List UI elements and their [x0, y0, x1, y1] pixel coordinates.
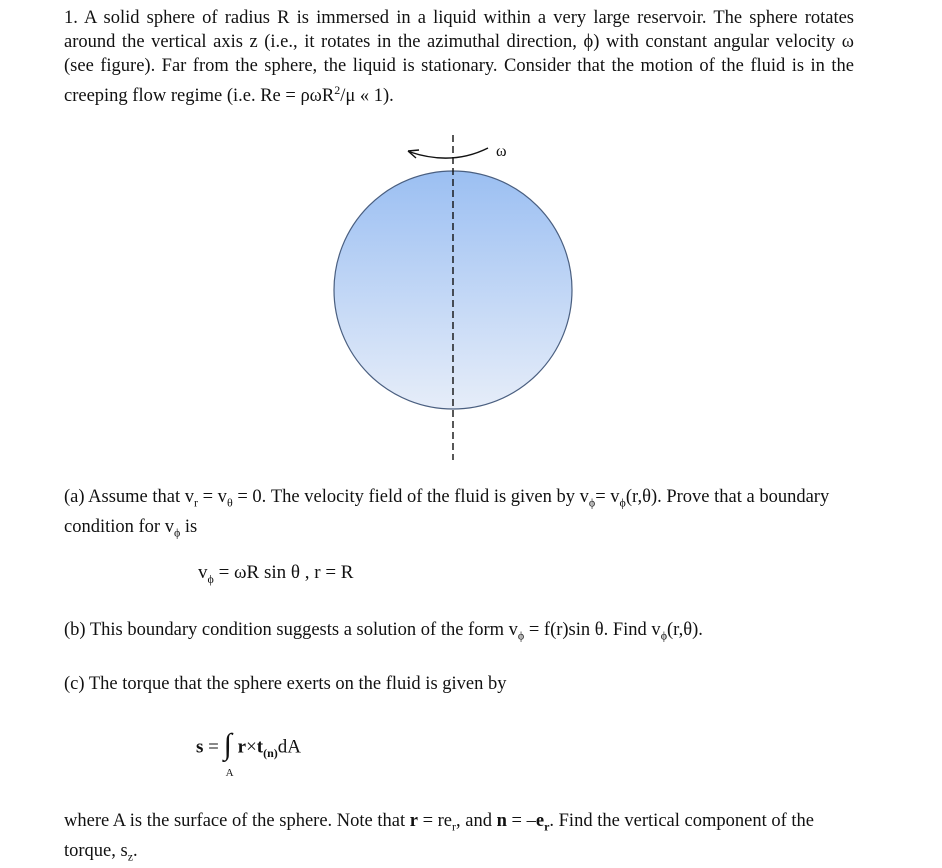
closing-text-6: . [133, 840, 138, 861]
sub-phi: ϕ [517, 628, 525, 643]
solution-form-equation [508, 620, 604, 643]
problem-statement [64, 6, 854, 108]
closing-text-4: = – [506, 811, 536, 831]
eq-dA: dA [277, 736, 302, 758]
integral-symbol [223, 728, 238, 779]
part-a-text-4: = v [595, 487, 620, 507]
eq-equals: = [203, 736, 224, 758]
bold-r: r [409, 811, 418, 831]
eq-r-bold: r [237, 736, 247, 758]
eq-v: v [508, 620, 518, 640]
part-a-text-1: (a) Assume that v [64, 487, 194, 507]
closing-text-3: , and [456, 811, 497, 831]
eq-v: v [198, 562, 208, 583]
part-b-text-1: (b) This boundary condition suggests a solution of the form [64, 620, 509, 640]
sub-r: r [452, 819, 457, 834]
part-a-text-2: = v [198, 487, 227, 507]
part-b-text-3: (r,θ). [667, 620, 703, 640]
sub-phi: ϕ [588, 495, 596, 510]
phi-symbol: ϕ [583, 32, 594, 52]
sub-phi: ϕ [619, 495, 626, 510]
rotation-arrow-icon [410, 148, 488, 158]
sub-theta: θ [226, 495, 233, 510]
part-a [64, 485, 854, 544]
part-b [64, 618, 854, 648]
eq-t-bold: t [256, 736, 264, 758]
integral-lower-limit: A [225, 767, 234, 779]
torque-equation [196, 728, 302, 779]
omega-symbol: ω [841, 32, 854, 52]
omega-label: ω [496, 143, 507, 160]
part-c: (c) The torque that the sphere exerts on the fluid is given by [64, 674, 507, 694]
superscript-2: 2 [334, 83, 341, 97]
closing-text-2: = re [417, 811, 453, 831]
sub-phi: ϕ [173, 525, 181, 540]
problem-number: 1. [64, 8, 78, 28]
part-b-text-2: . Find v [603, 620, 661, 640]
sub-r: r [544, 819, 550, 834]
sub-r: r [194, 495, 198, 510]
sub-phi: ϕ [660, 628, 668, 643]
part-a-text-3: = 0. The velocity field of the fluid is given by v [232, 487, 589, 507]
part-a-text-6: is [180, 516, 198, 537]
part-a-text-5: (r,θ). Prove that a boundary condition for v [64, 487, 830, 537]
problem-text-2: ) with constant angular velocity [593, 32, 842, 52]
integral-sign: ∫ [223, 728, 232, 761]
eq-s-bold: s [196, 736, 204, 758]
boundary-condition-equation [198, 562, 353, 587]
closing-text-1: where A is the surface of the sphere. Note that [64, 811, 410, 831]
closing-statement [64, 809, 854, 868]
eq-times: × [246, 736, 257, 758]
eq-form: = f(r)sin θ [524, 620, 604, 640]
closing-text-5: . Find the vertical component of the torque, s [64, 811, 814, 861]
bold-n: n [496, 811, 507, 831]
eq-rhs: = ωR sin θ , r = R [213, 562, 354, 583]
sub-phi: ϕ [207, 571, 214, 586]
problem-text-4: /μ « 1). [340, 86, 394, 107]
sub-n: (n) [263, 746, 278, 761]
problem-text-1: A solid sphere of radius R is immersed in a liquid within a very large reservoir. The sphere rotates around the vertical axis z (i.e., it rotates in the azimuthal direction, [64, 8, 855, 52]
sub-z: z [127, 849, 134, 864]
bold-e: e [535, 811, 545, 831]
problem-text-3: (see figure). Far from the sphere, the liquid is stationary. Consider that the motion of the fluid is in the creeping flow regime (i.e. Re = ρωR [64, 56, 854, 107]
rotating-sphere-figure [330, 130, 580, 465]
